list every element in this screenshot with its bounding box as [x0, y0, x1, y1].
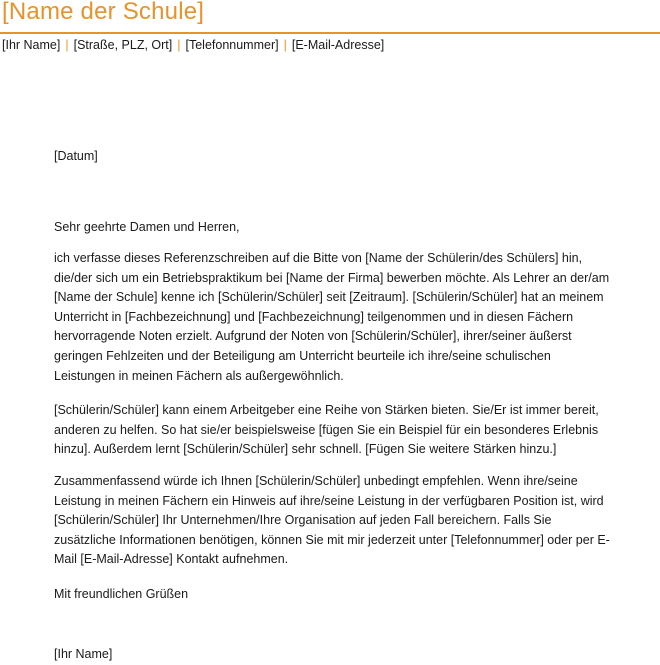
- letter-closing: Mit freundlichen Grüßen: [54, 587, 189, 601]
- contact-name: [Ihr Name]: [2, 38, 61, 52]
- contact-email: [E-Mail-Adresse]: [291, 38, 385, 52]
- contact-line: [2, 38, 384, 52]
- letter-paragraph-3: Zusammenfassend würde ich Ihnen [Schülerin/Schüler] unbedingt empfehlen. Wenn ihre/seine Leistung in meinen Fächern ein Hinweis auf ihre/seine Leistung in der verfügbaren Position ist, wird [Schülerin/Schüler] Ihr Unternehmen/Ihre Organisation auf jeden Fall bereichern. Falls Sie zusätzliche Informationen benötigen, können Sie mit mir jederzeit unter [Telefonnummer] oder per E-Mail [E-Mail-Adresse] Kontakt aufnehmen.: [54, 474, 610, 567]
- contact-address: [Straße, PLZ, Ort]: [73, 38, 173, 52]
- letter-signature: [Ihr Name]: [54, 647, 113, 661]
- contact-separator: |: [65, 38, 69, 52]
- letter-paragraph-1: ich verfasse dieses Referenzschreiben auf die Bitte von [Name der Schülerin/des Schülers] hin, die/der sich um ein Betriebspraktikum bei [Name der Firma] bewerben möchte. Als Lehrer an der/am [Name der Schule] kenne ich [Schülerin/Schüler] seit [Zeitraum]. [Schülerin/Schüler] hat an meinem Unterricht in [Fachbezeichnung] und [Fachbezeichnung] teilgenommen und in diesen Fächern hervorragende Noten erzielt. Aufgrund der Noten von [Schülerin/Schüler], ihrer/seiner äußerst geringen Fehlzeiten und der Beteiligung am Unterricht beurteile ich ihre/seine schulischen Leistungen in meinen Fächern als außergewöhnlich.: [54, 251, 610, 383]
- contact-separator: |: [177, 38, 181, 52]
- header-divider: [0, 32, 660, 34]
- letter-date: [Datum]: [54, 149, 98, 163]
- contact-separator: |: [283, 38, 287, 52]
- school-name-title: [Name der Schule]: [2, 0, 205, 25]
- contact-phone: [Telefonnummer]: [185, 38, 279, 52]
- letter-paragraph-2: [Schülerin/Schüler] kann einem Arbeitgeber eine Reihe von Stärken bieten. Sie/Er ist immer bereit, anderen zu helfen. So hat sie/er beispielsweise [fügen Sie ein Beispiel für ein besonderes Erlebnis hinzu]. Außerdem lernt [Schülerin/Schüler] sehr schnell. [Fügen Sie weitere Stärken hinzu.]: [54, 403, 599, 457]
- letter-salutation: Sehr geehrte Damen und Herren,: [54, 220, 240, 234]
